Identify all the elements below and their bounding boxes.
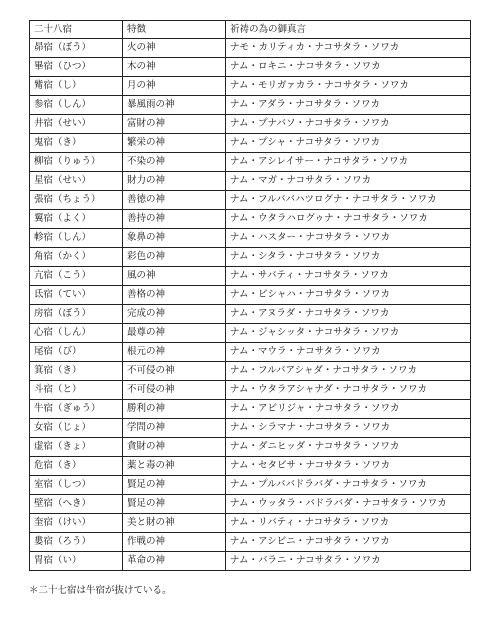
table-row: [30, 400, 471, 419]
table-row: [30, 324, 471, 343]
cell-feature: 月の神: [123, 77, 226, 96]
cell-mansion: 参宿（しん）: [30, 96, 123, 115]
cell-mantra: ナム・アシレイサー・ナコサタラ・ソワカ: [226, 153, 471, 172]
cell-mantra: ナム・マウラ・ナコサタラ・ソワカ: [226, 343, 471, 362]
cell-mansion: 觜宿（し）: [30, 77, 123, 96]
cell-mansion: 心宿（しん）: [30, 324, 123, 343]
cell-feature: 勝利の神: [123, 400, 226, 419]
cell-feature: 賢足の神: [123, 476, 226, 495]
cell-mansion: 奎宿（けい）: [30, 514, 123, 533]
table-row: [30, 58, 471, 77]
table-row: [30, 286, 471, 305]
cell-mansion: 張宿（ちょう）: [30, 191, 123, 210]
cell-feature: 不可侵の神: [123, 362, 226, 381]
cell-mansion: 井宿（せい）: [30, 115, 123, 134]
cell-feature: 彩色の神: [123, 248, 226, 267]
table-row: [30, 229, 471, 248]
cell-mantra: ナム・プナバソ・ナコサタラ・ソワカ: [226, 115, 471, 134]
cell-mantra: ナム・シタラ・ナコサタラ・ソワカ: [226, 248, 471, 267]
cell-mantra: ナム・プルババドラバダ・ナコサタラ・ソワカ: [226, 476, 471, 495]
table-row: [30, 514, 471, 533]
table-row: [30, 39, 471, 58]
cell-feature: 風の神: [123, 267, 226, 286]
cell-feature: 繁栄の神: [123, 134, 226, 153]
cell-feature: 火の神: [123, 39, 226, 58]
header-mansion: 二十八宿: [30, 21, 123, 39]
cell-feature: 作戦の神: [123, 533, 226, 552]
cell-mansion: 翼宿（よく）: [30, 210, 123, 229]
cell-feature: 善格の神: [123, 286, 226, 305]
table-row: [30, 438, 471, 457]
table-row: [30, 153, 471, 172]
table-row: [30, 552, 471, 571]
cell-mansion: 亢宿（こう）: [30, 267, 123, 286]
cell-mansion: 尾宿（び）: [30, 343, 123, 362]
cell-mansion: 危宿（き）: [30, 457, 123, 476]
cell-mansion: 斗宿（と）: [30, 381, 123, 400]
table-row: [30, 457, 471, 476]
cell-mansion: 婁宿（ろう）: [30, 533, 123, 552]
cell-feature: 学問の神: [123, 419, 226, 438]
mansions-table: [29, 20, 471, 571]
cell-mansion: 畢宿（ひつ）: [30, 58, 123, 77]
cell-mantra: ナム・フルババハツログナ・ナコサタラ・ソワカ: [226, 191, 471, 210]
table-row: [30, 419, 471, 438]
table-row: [30, 96, 471, 115]
table-row: [30, 134, 471, 153]
cell-feature: 薬と毒の神: [123, 457, 226, 476]
cell-mantra: ナム・アヌラダ・ナコサタラ・ソワカ: [226, 305, 471, 324]
table-row: [30, 362, 471, 381]
cell-feature: 象鼻の神: [123, 229, 226, 248]
table-row: [30, 191, 471, 210]
cell-mantra: ナム・セタビサ・ナコサタラ・ソワカ: [226, 457, 471, 476]
cell-feature: 革命の神: [123, 552, 226, 571]
cell-feature: 富財の神: [123, 115, 226, 134]
cell-mantra: ナム・ウッタラ・バドラバダ・ナコサタラ・ソワカ: [226, 495, 471, 514]
cell-mansion: 女宿（じょ）: [30, 419, 123, 438]
table-header-row: [30, 21, 471, 39]
cell-mantra: ナム・マガ・ナコサタラ・ソワカ: [226, 172, 471, 191]
cell-mantra: ナム・アビリジャ・ナコサタラ・ソワカ: [226, 400, 471, 419]
cell-mantra: ナム・ウタラアシャナダ・ナコサタラ・ソワカ: [226, 381, 471, 400]
cell-mansion: 房宿（ぼう）: [30, 305, 123, 324]
table-row: [30, 343, 471, 362]
cell-mantra: ナモ・カリティカ・ナコサタラ・ソワカ: [226, 39, 471, 58]
table-row: [30, 533, 471, 552]
cell-mantra: ナム・サバティ・ナコサタラ・ソワカ: [226, 267, 471, 286]
header-feature: 特徴: [123, 21, 226, 39]
cell-mansion: 鬼宿（き）: [30, 134, 123, 153]
cell-mantra: ナム・ウタラハログゥナ・ナコサタラ・ソワカ: [226, 210, 471, 229]
cell-mantra: ナム・モリガァカラ・ナコサタラ・ソワカ: [226, 77, 471, 96]
cell-feature: 木の神: [123, 58, 226, 77]
cell-feature: 美と財の神: [123, 514, 226, 533]
table-row: [30, 495, 471, 514]
cell-feature: 善持の神: [123, 210, 226, 229]
cell-mansion: 箕宿（き）: [30, 362, 123, 381]
cell-mantra: ナム・ロキニ・ナコサタラ・ソワカ: [226, 58, 471, 77]
cell-feature: 根元の神: [123, 343, 226, 362]
table-row: [30, 381, 471, 400]
cell-mantra: ナム・バラニ・ナコサタラ・ソワカ: [226, 552, 471, 571]
cell-mansion: 氐宿（てい）: [30, 286, 123, 305]
cell-mansion: 胃宿（い）: [30, 552, 123, 571]
table-row: [30, 210, 471, 229]
cell-mansion: 牛宿（ぎゅう）: [30, 400, 123, 419]
table-row: [30, 305, 471, 324]
cell-mantra: ナム・リバティ・ナコサタラ・ソワカ: [226, 514, 471, 533]
cell-mantra: ナム・プシャ・ナコサタラ・ソワカ: [226, 134, 471, 153]
cell-mansion: 虚宿（きょ）: [30, 438, 123, 457]
cell-feature: 善徳の神: [123, 191, 226, 210]
cell-feature: 完成の神: [123, 305, 226, 324]
footnote: ＊二十七宿は牛宿が抜けている。: [29, 585, 172, 596]
table-row: [30, 172, 471, 191]
cell-feature: 賢足の神: [123, 495, 226, 514]
cell-mantra: ナム・アダラ・ナコサタラ・ソワカ: [226, 96, 471, 115]
cell-mansion: 軫宿（しん）: [30, 229, 123, 248]
table-row: [30, 248, 471, 267]
cell-mantra: ナム・ビシャハ・ナコサタラ・ソワカ: [226, 286, 471, 305]
cell-mansion: 壁宿（へき）: [30, 495, 123, 514]
cell-mantra: ナム・フルバアシャダ・ナコサタラ・ソワカ: [226, 362, 471, 381]
cell-mansion: 星宿（せい）: [30, 172, 123, 191]
cell-feature: 不可侵の神: [123, 381, 226, 400]
table-row: [30, 267, 471, 286]
table-row: [30, 77, 471, 96]
cell-mansion: 室宿（しつ）: [30, 476, 123, 495]
cell-mantra: ナム・ジャシッタ・ナコサタラ・ソワカ: [226, 324, 471, 343]
cell-mantra: ナム・シラマナ・ナコサタラ・ソワカ: [226, 419, 471, 438]
table-row: [30, 476, 471, 495]
cell-mantra: ナム・ハスター・ナコサタラ・ソワカ: [226, 229, 471, 248]
cell-feature: 最尊の神: [123, 324, 226, 343]
cell-feature: 不染の神: [123, 153, 226, 172]
table-row: [30, 115, 471, 134]
mansions-sheet: [29, 20, 470, 571]
cell-mansion: 角宿（かく）: [30, 248, 123, 267]
cell-mantra: ナム・ダニヒッダ・ナコサタラ・ソワカ: [226, 438, 471, 457]
cell-feature: 暴風雨の神: [123, 96, 226, 115]
cell-mansion: 昴宿（ぼう）: [30, 39, 123, 58]
header-mantra: 祈祷の為の御真言: [226, 21, 471, 39]
cell-mantra: ナム・アシビニ・ナコサタラ・ソワカ: [226, 533, 471, 552]
cell-feature: 財力の神: [123, 172, 226, 191]
cell-mansion: 柳宿（りゅう）: [30, 153, 123, 172]
cell-feature: 貪財の神: [123, 438, 226, 457]
